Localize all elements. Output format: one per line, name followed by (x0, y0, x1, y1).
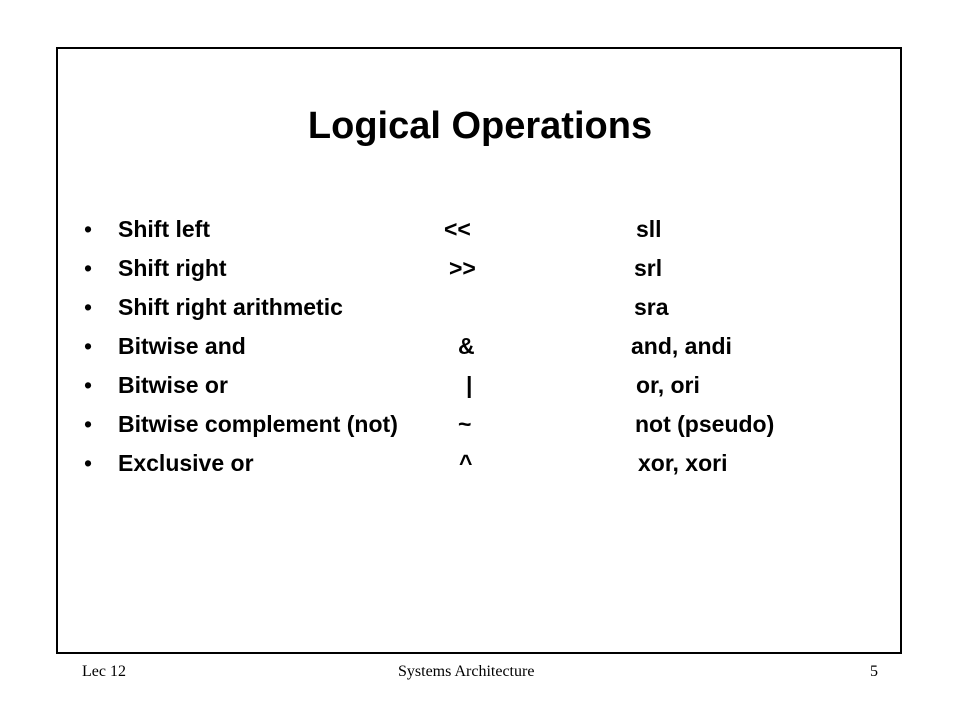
bullet-icon: • (84, 294, 93, 320)
slide-title: Logical Operations (307, 105, 653, 147)
operation-name: Bitwise or (118, 372, 228, 398)
list-item (0, 288, 960, 327)
c-operator: ^ (459, 450, 473, 476)
mips-instruction: sll (636, 216, 662, 242)
mips-instruction: xor, xori (638, 450, 728, 476)
list-item (0, 366, 960, 405)
bullet-icon: • (84, 333, 93, 359)
bullet-icon: • (84, 255, 93, 281)
list-item (0, 405, 960, 444)
operations-list (0, 210, 960, 483)
operation-name: Bitwise complement (not) (118, 411, 398, 437)
c-operator: ~ (458, 411, 472, 437)
mips-instruction: srl (634, 255, 663, 281)
c-operator: | (466, 372, 473, 398)
mips-instruction: and, andi (631, 333, 732, 359)
operation-name: Shift right (118, 255, 227, 281)
mips-instruction: not (pseudo) (635, 411, 775, 437)
footer-page-number: 5 (870, 663, 878, 680)
c-operator: << (444, 216, 471, 242)
operation-name: Shift right arithmetic (118, 294, 343, 320)
bullet-icon: • (84, 372, 93, 398)
operation-name: Exclusive or (118, 450, 254, 476)
operation-name: Shift left (118, 216, 210, 242)
c-operator: >> (449, 255, 476, 281)
list-item (0, 327, 960, 366)
mips-instruction: sra (634, 294, 669, 320)
bullet-icon: • (84, 411, 93, 437)
bullet-icon: • (84, 216, 93, 242)
operation-name: Bitwise and (118, 333, 246, 359)
bullet-icon: • (84, 450, 93, 476)
mips-instruction: or, ori (636, 372, 700, 398)
list-item (0, 210, 960, 249)
c-operator: & (458, 333, 475, 359)
list-item (0, 444, 960, 483)
footer-lecture: Lec 12 (82, 663, 126, 680)
list-item (0, 249, 960, 288)
footer-course-title: Systems Architecture (398, 663, 535, 680)
